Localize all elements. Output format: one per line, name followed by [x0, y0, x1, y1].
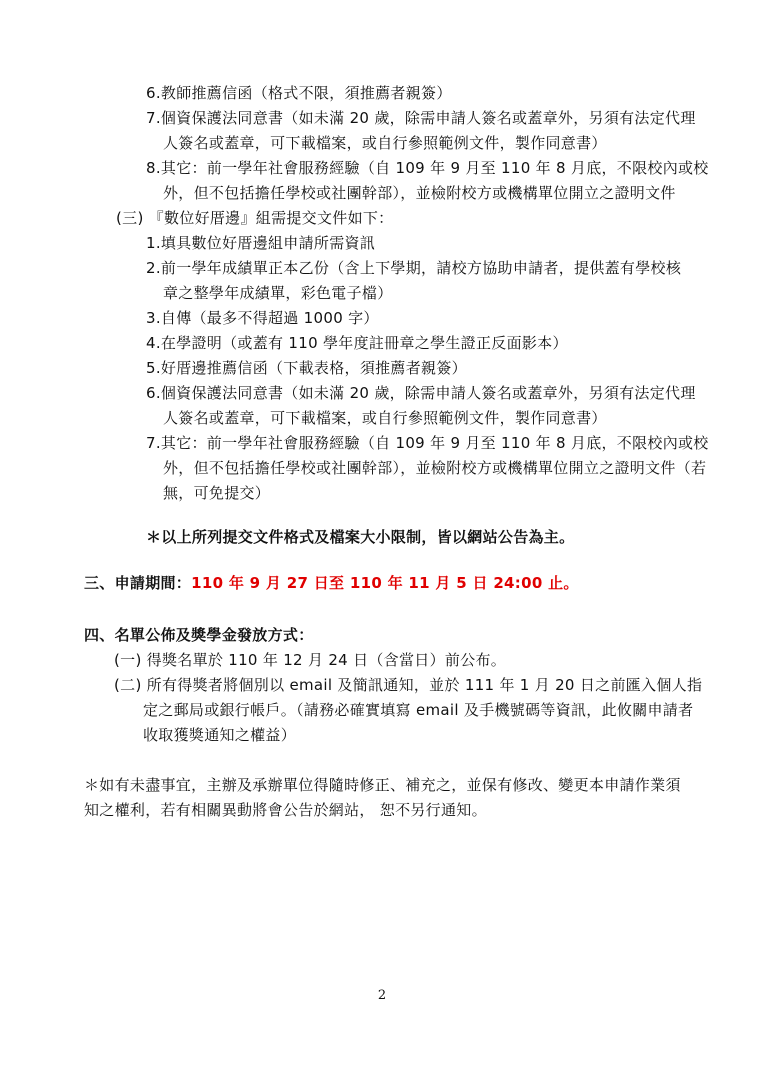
section3-label: 三、申請期間：: [84, 574, 192, 592]
doc-list-item: 6.個資保護法同意書（如未滿 20 歲，除需申請人簽名或蓋章外，另須有法定代理: [146, 384, 696, 402]
section4-item: (二) 所有得獎者將個別以 email 及簡訊通知，並於 111 年 1 月 20 日之前匯入個人指: [114, 676, 703, 694]
doc-list-item-continuation: 無，可免提交）: [163, 484, 271, 502]
page-number: 2: [377, 988, 387, 1003]
doc-list-item: 4.在學證明（或蓋有 110 學年度註冊章之學生證正反面影本）: [146, 334, 568, 352]
section4-heading: 四、名單公佈及獎學金發放方式：: [84, 626, 314, 644]
doc-list-item: 6.教師推薦信函（格式不限，須推薦者親簽）: [146, 84, 452, 102]
doc-list-item-continuation: 外，但不包括擔任學校或社團幹部），並檢附校方或機構單位開立之證明文件（若: [163, 459, 707, 477]
footer-note-continuation: 知之權利，若有相關異動將會公告於網站， 恕不另行通知。: [84, 801, 487, 819]
footer-note: ＊如有未盡事宜，主辦及承辦單位得隨時修正、補充之，並保有修改、變更本申請作業須: [84, 776, 681, 794]
doc-list-item-continuation: 外，但不包括擔任學校或社團幹部），並檢附校方或機構單位開立之證明文件: [163, 184, 676, 202]
doc-list-item: 7.個資保護法同意書（如未滿 20 歲，除需申請人簽名或蓋章外，另須有法定代理: [146, 109, 696, 127]
section3-heading: [84, 573, 579, 593]
doc-list-item-continuation: 人簽名或蓋章，可下載檔案，或自行參照範例文件，製作同意書）: [163, 409, 607, 427]
doc-list-item-continuation: 章之整學年成績單，彩色電子檔）: [163, 284, 393, 302]
doc-list-item: 1.填具數位好厝邊組申請所需資訊: [146, 234, 376, 252]
doc-list-item: 7.其它：前一學年社會服務經驗（自 109 年 9 月至 110 年 8 月底，不限校內或校: [146, 434, 709, 452]
doc-list-item: 2.前一學年成績單正本乙份（含上下學期，請校方協助申請者，提供蓋有學校核: [146, 259, 682, 277]
group3-heading: (三) 『數位好厝邊』組需提交文件如下：: [116, 209, 394, 227]
doc-list-item: 5.好厝邊推薦信函（下載表格，須推薦者親簽）: [146, 359, 467, 377]
format-note: ＊以上所列提交文件格式及檔案大小限制，皆以網站公告為主。: [146, 528, 575, 546]
section4-item: (一) 得獎名單於 110 年 12 月 24 日（含當日）前公布。: [114, 651, 507, 669]
section4-item-continuation: 收取獲獎通知之權益）: [143, 726, 297, 744]
doc-list-item: 8.其它：前一學年社會服務經驗（自 109 年 9 月至 110 年 8 月底，不限校內或校: [146, 159, 709, 177]
application-period: 110 年 9 月 27 日至 110 年 11 月 5 日 24:00 止。: [191, 574, 579, 592]
doc-list-item-continuation: 人簽名或蓋章，可下載檔案，或自行參照範例文件，製作同意書）: [163, 134, 607, 152]
section4-item-continuation: 定之郵局或銀行帳戶。（請務必確實填寫 email 及手機號碼等資訊，此攸關申請者: [143, 701, 694, 719]
doc-list-item: 3.自傳（最多不得超過 1000 字）: [146, 309, 379, 327]
